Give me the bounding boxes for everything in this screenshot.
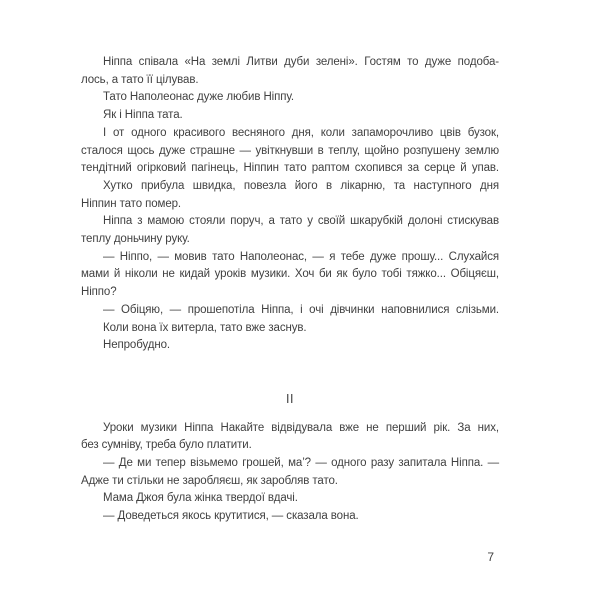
text-line: — Де ми тепер візьмемо грошей, ма’? — одного разу запитала Ніппа. —: [103, 457, 499, 470]
text-line: Уроки музики Ніппа Накайте відвідувала вже не перший рік. За них,: [103, 421, 499, 434]
text-line: Ніппа з мамою стояли поруч, а тато у своїй шкарубкій долоні стискував: [103, 215, 499, 228]
text-line: мами й ніколи не кидай уроків музики. Хоч би як було тобі тяжко... Обіцяєш,: [81, 268, 499, 281]
paragraph: [81, 107, 499, 125]
paragraph: [81, 178, 499, 213]
paragraph: [81, 508, 499, 526]
text-line: лось, а тато її цілував.: [81, 73, 199, 86]
text-line: Ніппа співала «На землі Литви дуби зелені». Гостям то дуже подоба-: [103, 56, 499, 68]
text-line: без сумніву, треба було платити.: [81, 439, 252, 452]
paragraph: [81, 213, 499, 248]
text-line: — Ніппо, — мовив тато Наполеонас, — я тебе дуже прошу... Слухайся: [103, 250, 499, 263]
text-line: тендітний огірковий пагінець, Ніппин тато раптом схопився за серце й упав.: [81, 162, 499, 175]
text-line: Адже ти стільки не заробляєш, як заробляв тато.: [81, 474, 338, 487]
text-block: [81, 54, 499, 526]
paragraph: [81, 320, 499, 338]
text-line: Мама Джоя була жінка твердої вдачі.: [103, 492, 298, 505]
paragraph: [81, 302, 499, 320]
paragraph: [81, 420, 499, 455]
text-line: Ніппо?: [81, 286, 117, 299]
text-line: Тато Наполеонас дуже любив Ніппу.: [103, 91, 294, 104]
text-line: сталося щось дуже страшне — увіткнувши в теплу, щойно розпушену землю: [81, 144, 499, 157]
text-line: — Доведеться якось крутитися, — сказала вона.: [103, 510, 359, 523]
paragraph: [81, 89, 499, 107]
text-line: І от одного красивого весняного дня, коли запаморочливо цвів бузок,: [103, 126, 499, 139]
text-line: — Обіцяю, — прошепотіла Ніппа, і очі дівчинки наповнилися слізьми.: [103, 303, 499, 316]
text-line: Коли вона їх витерла, тато вже заснув.: [103, 321, 307, 334]
text-line: Хутко прибула швидка, повезла його в лікарню, та наступного дня: [103, 179, 499, 192]
paragraph: [81, 125, 499, 178]
section-heading: II: [286, 391, 294, 406]
text-line: теплу доньчину руку.: [81, 233, 190, 246]
page-number: 7: [487, 550, 494, 564]
text-line: Непробудно.: [103, 339, 170, 352]
paragraph: [81, 249, 499, 302]
text-line: Як і Ніппа тата.: [103, 109, 183, 122]
paragraph: [81, 54, 499, 89]
paragraph: [81, 337, 499, 355]
text-line: Ніппин тато помер.: [81, 197, 182, 210]
paragraph: [81, 490, 499, 508]
paragraph: [81, 455, 499, 490]
